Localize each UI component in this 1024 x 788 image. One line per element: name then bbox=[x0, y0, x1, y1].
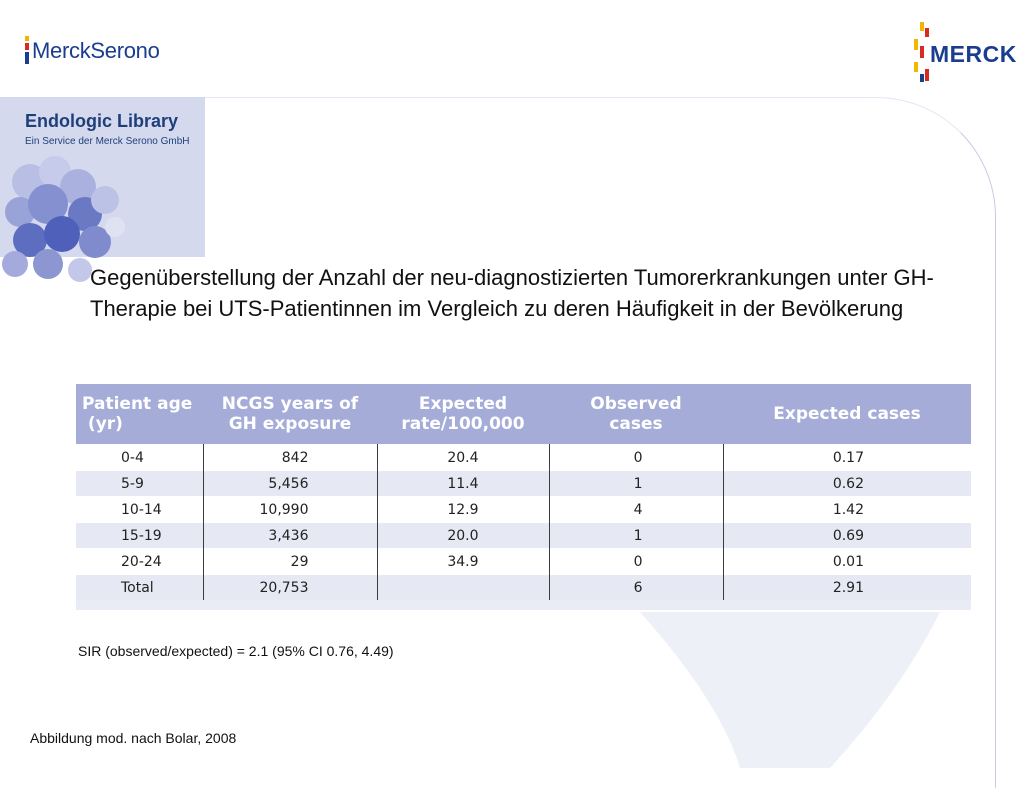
table-row-total bbox=[76, 575, 971, 601]
col-header-observed: Observed cases bbox=[549, 384, 723, 445]
merck-wordmark: MERCK bbox=[930, 41, 1017, 67]
cell-expected: 0.17 bbox=[723, 445, 971, 471]
table-row bbox=[76, 471, 971, 497]
table-header-row bbox=[76, 384, 971, 445]
tumor-table bbox=[76, 384, 971, 610]
data-table bbox=[76, 384, 971, 600]
cell-expected: 1.42 bbox=[723, 497, 971, 523]
cell-rate: 12.9 bbox=[377, 497, 549, 523]
cell-rate: 11.4 bbox=[377, 471, 549, 497]
logo-word-serono: Serono bbox=[90, 38, 160, 63]
cell-years: 20,753 bbox=[203, 575, 377, 601]
col-header-years: NCGS years of GH exposure bbox=[203, 384, 377, 445]
merck-logo bbox=[912, 22, 1017, 82]
cell-years: 3,436 bbox=[203, 523, 377, 549]
cell-observed: 1 bbox=[549, 523, 723, 549]
cell-age: 5-9 bbox=[76, 471, 203, 497]
col-header-rate: Expected rate/100,000 bbox=[377, 384, 549, 445]
cell-expected: 0.01 bbox=[723, 549, 971, 575]
cell-age: 20-24 bbox=[76, 549, 203, 575]
cell-years: 5,456 bbox=[203, 471, 377, 497]
cell-rate bbox=[377, 575, 549, 601]
cell-observed: 6 bbox=[549, 575, 723, 601]
cell-observed: 0 bbox=[549, 549, 723, 575]
cell-age: 15-19 bbox=[76, 523, 203, 549]
col-header-age: Patient age (yr) bbox=[76, 384, 203, 445]
logo-word-merck: Merck bbox=[32, 38, 91, 63]
table-row bbox=[76, 549, 971, 575]
cell-observed: 0 bbox=[549, 445, 723, 471]
cell-rate: 20.0 bbox=[377, 523, 549, 549]
cell-observed: 1 bbox=[549, 471, 723, 497]
decorative-swoosh bbox=[600, 612, 1000, 768]
cell-years: 842 bbox=[203, 445, 377, 471]
cell-age: Total bbox=[76, 575, 203, 601]
cell-observed: 4 bbox=[549, 497, 723, 523]
cell-expected: 2.91 bbox=[723, 575, 971, 601]
slide-title: Gegenüberstellung der Anzahl der neu-diagnostizierten Tumorerkrankungen unter GH-Therapie bei UTS-Patientinnen im Vergleich zu deren Häufigkeit in der Bevölkerung bbox=[90, 265, 934, 321]
cell-rate: 34.9 bbox=[377, 549, 549, 575]
col-header-expected: Expected cases bbox=[723, 384, 971, 445]
table-row bbox=[76, 497, 971, 523]
cell-expected: 0.69 bbox=[723, 523, 971, 549]
library-title: Endologic Library bbox=[25, 111, 179, 131]
merck-serono-wordmark bbox=[32, 38, 160, 64]
table-row bbox=[76, 523, 971, 549]
cell-age: 10-14 bbox=[76, 497, 203, 523]
cell-expected: 0.62 bbox=[723, 471, 971, 497]
library-subtitle: Ein Service der Merck Serono GmbH bbox=[25, 136, 190, 147]
table-row bbox=[76, 445, 971, 471]
sir-footnote: SIR (observed/expected) = 2.1 (95% CI 0.76, 4.49) bbox=[78, 643, 394, 659]
cell-rate: 20.4 bbox=[377, 445, 549, 471]
merck-serono-logo bbox=[25, 36, 160, 66]
merck-serono-mark-icon bbox=[25, 36, 29, 66]
source-citation: Abbildung mod. nach Bolar, 2008 bbox=[30, 730, 237, 746]
cell-age: 0-4 bbox=[76, 445, 203, 471]
cell-years: 29 bbox=[203, 549, 377, 575]
cell-years: 10,990 bbox=[203, 497, 377, 523]
